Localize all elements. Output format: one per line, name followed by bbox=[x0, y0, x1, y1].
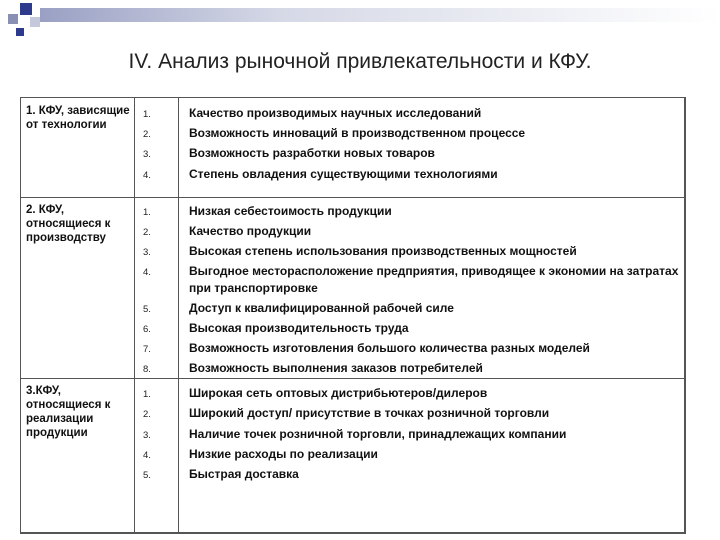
list-item: Широкая сеть оптовых дистрибьютеров/дилеров bbox=[189, 386, 488, 400]
list-item: Низкие расходы по реализации bbox=[189, 447, 378, 461]
item-number: 1. bbox=[143, 207, 151, 218]
kfu-table bbox=[20, 97, 686, 534]
category-label: 1. КФУ, зависящие от технологии bbox=[26, 105, 130, 131]
list-item: Возможность инноваций в производственном процессе bbox=[189, 126, 526, 140]
category-label: 3.КФУ, относящиеся к реализации продукции bbox=[26, 385, 111, 439]
table-row bbox=[21, 197, 684, 379]
list-item: Высокая производительность труда bbox=[189, 321, 409, 335]
item-number: 3. bbox=[143, 430, 151, 441]
item-number: 4. bbox=[143, 267, 151, 278]
item-number: 1. bbox=[143, 389, 151, 400]
category-cell bbox=[21, 98, 135, 197]
list-item: Доступ к квалифицированной рабочей силе bbox=[189, 301, 454, 315]
list-item: Быстрая доставка bbox=[189, 467, 299, 481]
list-item: Возможность выполнения заказов потребителей bbox=[189, 361, 483, 375]
list-item: Высокая степень использования производственных мощностей bbox=[189, 244, 577, 258]
item-number: 2. bbox=[143, 129, 151, 140]
list-item: Выгодное месторасположение предприятия, приводящее к экономии на затратах при транспортировке bbox=[189, 264, 679, 295]
list-item: Степень овладения существующими технологиями bbox=[189, 167, 498, 181]
item-number: 2. bbox=[143, 409, 151, 420]
list-item: Возможность разработки новых товаров bbox=[189, 146, 435, 160]
number-cell bbox=[134, 378, 179, 532]
number-cell bbox=[134, 98, 179, 197]
item-number: 8. bbox=[143, 364, 151, 375]
slide-title: IV. Анализ рыночной привлекательности и КФУ. bbox=[128, 50, 592, 73]
item-number: 3. bbox=[143, 247, 151, 258]
item-number: 5. bbox=[143, 470, 151, 481]
item-number: 2. bbox=[143, 227, 151, 238]
item-number: 1. bbox=[143, 109, 151, 120]
deco-square-small bbox=[16, 28, 24, 36]
category-label: 2. КФУ, относящиеся к производству bbox=[26, 204, 111, 244]
number-cell bbox=[134, 197, 179, 378]
items-cell bbox=[179, 378, 684, 532]
list-item: Низкая себестоимость продукции bbox=[189, 204, 392, 218]
category-cell bbox=[21, 197, 135, 378]
list-item: Наличие точек розничной торговли, принадлежащих компании bbox=[189, 427, 567, 441]
list-item: Качество продукции bbox=[189, 224, 312, 238]
item-number: 7. bbox=[143, 344, 151, 355]
deco-square-light bbox=[30, 17, 40, 27]
gradient-band bbox=[0, 0, 720, 40]
item-number: 5. bbox=[143, 304, 151, 315]
item-number: 4. bbox=[143, 170, 151, 181]
category-cell bbox=[21, 378, 135, 532]
table-row bbox=[21, 378, 684, 532]
list-item: Качество производимых научных исследований bbox=[189, 106, 482, 120]
items-cell bbox=[179, 197, 684, 378]
deco-square-dark bbox=[20, 3, 32, 15]
item-number: 4. bbox=[143, 450, 151, 461]
item-number: 6. bbox=[143, 324, 151, 335]
items-cell bbox=[179, 98, 684, 197]
deco-square-mid bbox=[8, 14, 18, 24]
list-item: Широкий доступ/ присутствие в точках розничной торговли bbox=[189, 406, 550, 420]
item-number: 3. bbox=[143, 149, 151, 160]
table-row bbox=[21, 98, 684, 198]
list-item: Возможность изготовления большого количества разных моделей bbox=[189, 341, 590, 355]
